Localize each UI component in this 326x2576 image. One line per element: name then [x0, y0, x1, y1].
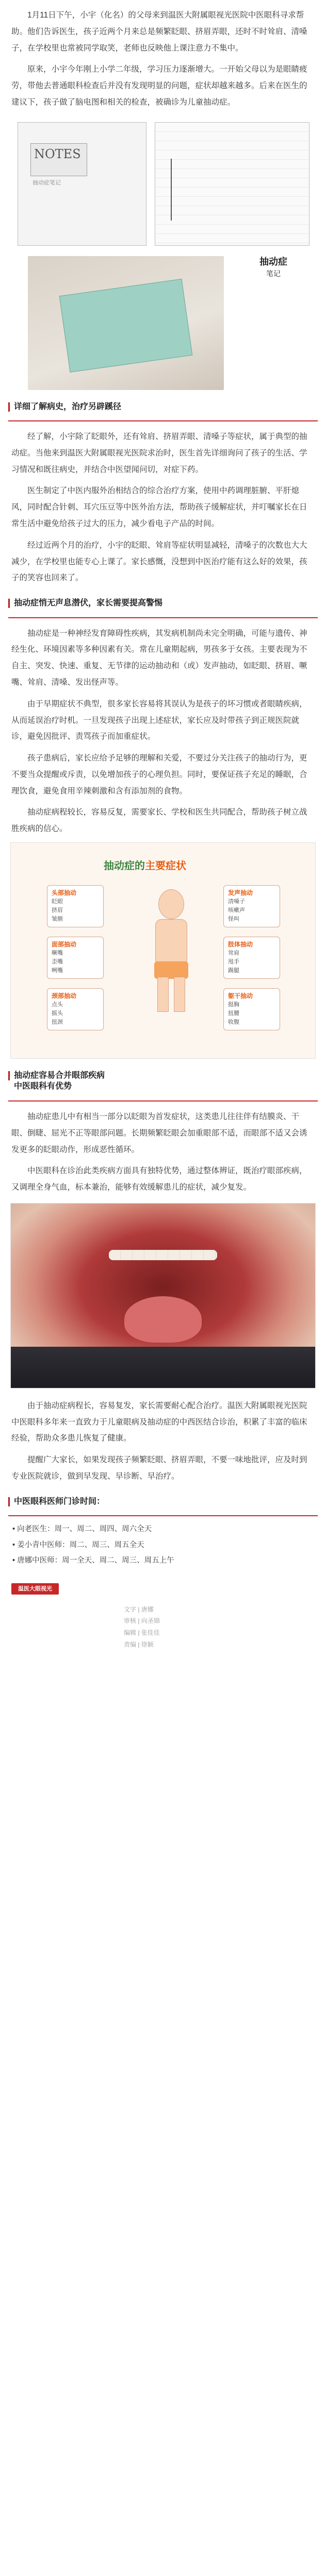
notebook-cover-label: NOTES [30, 143, 87, 176]
section-1-heading [0, 401, 326, 413]
clinic-line-text: • 姜小青中医师：周二、周三、周五全天 [12, 1540, 144, 1549]
intro-section [0, 7, 326, 111]
symptom-item: 扭颈 [52, 1019, 63, 1025]
teeth [109, 1250, 217, 1260]
credit-line: 责编 | 徐颖 [124, 1641, 154, 1648]
symptom-item: 扭腰 [228, 1010, 239, 1016]
clinic-line [12, 1521, 314, 1537]
figure-right-leg [174, 977, 185, 1012]
section-3-paragraph-2: 中医眼科在诊治此类疾病方面具有独特优势，通过整体辨证，既治疗眼部疾病，又调理全身气血，标本兼治，能够有效缓解患儿的症状，减少复发。 [11, 1166, 307, 1192]
article-credits [124, 1604, 326, 1651]
symptom-item: 咳嗽声 [228, 907, 245, 913]
collage-caption-main: 抽动症 [259, 256, 287, 267]
symptom-item: 眨眼 [52, 898, 63, 905]
oral-exam-photo [10, 1203, 316, 1388]
section-3b-body [0, 1398, 326, 1485]
figure-head [158, 889, 184, 919]
figure-torso [155, 919, 187, 967]
clinic-line [12, 1553, 314, 1568]
handwriting-lines [171, 159, 274, 221]
credit-line: 审核 | 向圣锦 [124, 1617, 160, 1625]
symptom-box-title: 面部抽动 [52, 940, 77, 948]
section-3-body [0, 1109, 326, 1196]
collage-caption [237, 256, 309, 280]
intro-paragraph-1: 1月11日下午，小宇（化名）的父母来到温医大附属眼视光医院中医眼科寻求帮助。他们告诉医生，孩子近两个月来总是频繁眨眼、挤眉弄眼，还时不时耸肩、清嗓子，在学校里也常被同学取笑，老师也反映他上课注意力不集中。 [11, 11, 307, 53]
hospital-logo: 温医大眼视光 [11, 1583, 59, 1595]
collage-caption-sub: 笔记 [266, 269, 281, 278]
symptom-item: 皱额 [52, 916, 63, 922]
figure-left-leg [157, 977, 169, 1012]
section-marker [8, 1497, 10, 1506]
symptom-item: 清嗓子 [228, 898, 245, 905]
section-1-paragraph-2: 医生制定了中医内服外治相结合的综合治疗方案，使用中药调理脏腑、平肝熄风，同时配合针刺、耳穴压豆等中医外治方法，帮助孩子缓解症状，并叮嘱家长在日常生活中避免给孩子过大的压力，减少看电子产品的时间。 [11, 486, 307, 529]
handwritten-note-photo [155, 122, 309, 246]
symptom-item: 噘嘴 [52, 950, 63, 956]
symptom-item: 收腹 [228, 1019, 239, 1025]
symptom-box-limbs [223, 937, 280, 979]
green-notebook [59, 279, 193, 372]
figure-shorts [154, 961, 188, 979]
symptom-item: 耸肩 [228, 950, 239, 956]
section-2-paragraph-1: 抽动症是一种神经发育障碍性疾病，其发病机制尚未完全明确，可能与遗传、神经生化、环境因素等多种因素有关。常在儿童期起病，男孩多于女孩。主要表现为不自主、突发、快速、重复、无节律的运动抽动和（或）发声抽动，如眨眼、挤眉、噘嘴、耸肩、清嗓、发出怪声等。 [11, 629, 307, 687]
section-1-body [0, 429, 326, 586]
symptom-item: 怪叫 [228, 916, 239, 922]
illustration-title [104, 857, 186, 872]
section-3-paragraph-1: 抽动症患儿中有相当一部分以眨眼为首发症状，这类患儿往往伴有结膜炎、干眼、倒睫、屈光不正等眼部问题。长期频繁眨眼会加重眼部不适，而眼部不适又会诱发更多的眨眼动作，形成恶性循环。 [11, 1112, 307, 1154]
symptom-item: 摇头 [52, 1010, 63, 1016]
clinic-schedule [0, 1521, 326, 1568]
illustration-title-main: 抽动症的 [104, 860, 145, 872]
clinic-line-text: • 向老医生：周一、周二、周四、周六全天 [12, 1525, 152, 1534]
symptom-box-vocal [223, 885, 280, 927]
section-3b-paragraph-2: 提醒广大家长，如果发现孩子频繁眨眼、挤眉弄眼，不要一味地批评，应及时到专业医院就诊，做到早发现、早诊断、早治疗。 [11, 1455, 307, 1481]
section-1-paragraph-1: 经了解，小宇除了眨眼外，还有耸肩、挤眉弄眼、清嗓子等症状，属于典型的抽动症。当他来到温医大附属眼视光医院求治时，医生首先详细询问了孩子的生活、学习情况和既往病史，并结合中医望闻问切，对症下药。 [11, 432, 307, 474]
symptom-item: 甩手 [228, 958, 239, 965]
section-marker [8, 599, 10, 608]
clinic-heading [0, 1496, 326, 1507]
section-3-heading [0, 1070, 326, 1092]
symptom-box-torso [223, 988, 280, 1030]
symptom-box-face [47, 937, 104, 979]
symptom-item: 踢腿 [228, 967, 239, 974]
symptom-box-title: 颈部抽动 [52, 992, 77, 999]
child-figure [145, 889, 197, 1013]
section-3-title: 抽动症容易合并眼部疾病 中医眼科有优势 [14, 1071, 105, 1091]
section-2-heading [0, 598, 326, 609]
symptom-item: 挺胸 [228, 1001, 239, 1008]
notebook-on-table-photo [28, 256, 224, 390]
credit-line: 编辑 | 张佳佳 [124, 1629, 160, 1637]
section-1-paragraph-3: 经过近两个月的治疗，小宇的眨眼、耸肩等症状明显减轻，清嗓子的次数也大大减少，在学校里也能专心上课了。家长感慨，没想到中医治疗能有这么好的效果，孩子的笑容也回来了。 [11, 540, 307, 583]
intro-paragraph-2: 原来，小宇今年刚上小学二年级，学习压力逐渐增大。一开始父母以为是眼睛疲劳，带他去普通眼科检查后并没有发现明显的问题，症状却越来越多。后来在医生的建议下，孩子做了脑电图和相关的检查，被确诊为儿童抽动症。 [11, 65, 307, 107]
clinic-title: 中医眼科医师门诊时间： [14, 1497, 105, 1506]
clinic-line-text: • 唐娜中医师：周一全天、周二、周三、周五上午 [12, 1556, 174, 1565]
gloved-hand [11, 1347, 316, 1388]
section-marker [8, 402, 10, 412]
notebook-photo [18, 122, 146, 246]
section-2-title: 抽动症悄无声息潜伏，家长需要提高警惕 [14, 599, 163, 608]
symptom-box-head [47, 885, 104, 927]
section-2-paragraph-2: 由于早期症状不典型，很多家长容易将其误认为是孩子的坏习惯或者眼睛疾病，从而延误治疗时机。一旦发现孩子出现上述症状，家长应及时带孩子到正规医院就诊，避免因批评、责骂孩子而加重症状。 [11, 699, 307, 741]
section-2-paragraph-4: 抽动症病程较长，容易反复，需要家长、学校和医生共同配合，帮助孩子树立战胜疾病的信心。 [11, 808, 307, 834]
symptom-item: 歪嘴 [52, 958, 63, 965]
symptoms-illustration [10, 842, 316, 1059]
symptom-item: 点头 [52, 1001, 63, 1008]
notebook-cover-subtitle: 抽动症笔记 [32, 179, 61, 186]
symptom-box-title: 发声抽动 [228, 889, 253, 896]
symptom-box-title: 肢体抽动 [228, 940, 253, 948]
section-2-body [0, 625, 326, 837]
symptom-box-neck [47, 988, 104, 1030]
section-marker [8, 1071, 10, 1080]
symptom-box-title: 躯干抽动 [228, 992, 253, 999]
clinic-line [12, 1537, 314, 1553]
illustration-title-accent: 主要症状 [145, 860, 186, 872]
symptom-box-title: 头部抽动 [52, 889, 77, 896]
section-3b-paragraph-1: 由于抽动症病程长，容易复发，家长需要耐心配合治疗。温医大附属眼视光医院中医眼科多年来一直致力于儿童眼病及抽动症的中西医结合诊治，积累了丰富的临床经验，帮助众多患儿恢复了健康。 [11, 1401, 307, 1443]
section-1-title: 详细了解病史，治疗另辟蹊径 [14, 402, 122, 411]
credit-line: 文字 | 唐娜 [124, 1605, 154, 1613]
notes-photo-collage [0, 122, 326, 390]
section-2-paragraph-3: 孩子患病后，家长应给予足够的理解和关爱，不要过分关注孩子的抽动行为，更不要当众提醒或斥责，以免增加孩子的心理负担。同时，要保证孩子充足的睡眠，合理饮食，避免食用辛辣刺激和含有添加剂的食物。 [11, 754, 307, 795]
tongue [124, 1296, 202, 1343]
symptom-item: 咧嘴 [52, 967, 63, 974]
symptom-item: 挤眉 [52, 907, 63, 913]
